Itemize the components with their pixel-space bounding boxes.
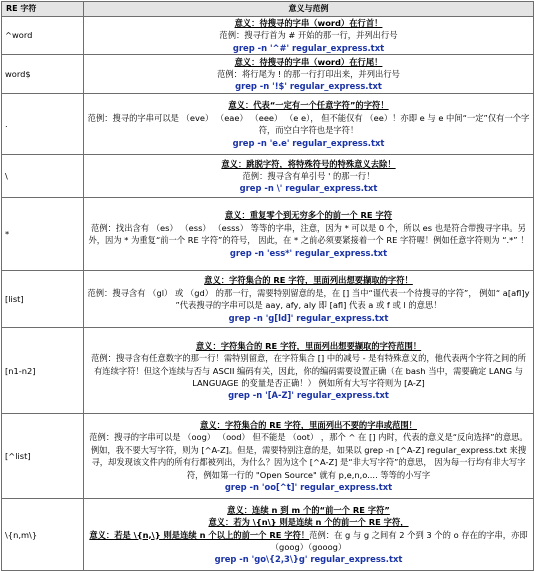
example-text: 范例：搜寻含有任意数字的那一行！需特别留意，在字符集合 [] 中的减号 - 是有特殊意义的，他代表两个字符之间的所有连续字符！但这个连续与否与 ASCII 编码有关，因此，你的编码需要设置正确（在 bash 当中，需要确定 LANG 与 LANGUAGE 的变量是否正确！） 例如所有大写字符则为 [A-Z] — [91, 353, 526, 388]
command-text: grep -n 'go\{2,3\}g' regular_express.txt — [214, 554, 403, 565]
meaning-text: 意义：字符集合的 RE 字符，里面列出不要的字串或范围！ — [200, 420, 417, 430]
example-text: 范例：搜寻含有 （gl） 或 （gd） 的那一行，需要特别留意的是，在 [] 当中“谨代表一个待搜寻的字符”， 例如“ a[afl]y ”代表搜寻的字串可以是 aay, afy, aly 即 [afl] 代表 a 或 f 或 l 的意思！ — [87, 287, 530, 311]
meaning-text: 意义：重复零个到无穷多个的前一个 RE 字符 — [224, 210, 393, 221]
description-cell — [84, 328, 534, 414]
command-text: grep -n 'oo[^t]' regular_express.txt — [224, 482, 393, 493]
command-text: grep -n '^#' regular_express.txt — [232, 42, 385, 53]
re-symbol: \ — [2, 155, 84, 198]
description-cell — [84, 198, 534, 271]
table-header-row — [2, 2, 534, 17]
regex-reference-table — [1, 1, 534, 571]
table-row — [2, 155, 534, 198]
meaning-text: 意义：待搜寻的字串（word）在行首！ — [234, 18, 383, 28]
meaning-text: 意义：代表“一定有一个任意字符”的字符！ — [228, 100, 389, 111]
meaning-text: 意义：连续 n 到 m 个的“前一个 RE 字符” — [227, 504, 390, 515]
example-text: 范例：搜寻的字串可以是 （eve） （eae） （eee） （e e）， 但不能仅有 （ee）！亦即 e 与 e 中间“一定”仅有一个字符，而空白字符也是字符！ — [87, 112, 530, 136]
re-symbol: . — [2, 94, 84, 155]
header-meaning-example: 意义与范例 — [84, 2, 534, 17]
table-row — [2, 94, 534, 155]
re-symbol: word$ — [2, 55, 84, 94]
table-row — [2, 55, 534, 94]
re-symbol: \{n,m\} — [2, 499, 84, 571]
meaning-text: 意义：字符集合的 RE 字符，里面列出想要撷取的字符范围！ — [195, 340, 422, 351]
command-text: grep -n 'e.e' regular_express.txt — [232, 137, 385, 148]
description-cell — [84, 155, 534, 198]
re-symbol: [n1-n2] — [2, 328, 84, 414]
example-text: 范例：在 g 与 g 之间有 2 个到 3 个的 o 存在的字串，亦即 （goog）（gooog） — [270, 529, 528, 552]
meaning-text: 意义：跳脱字符，将特殊符号的特殊意义去除！ — [221, 158, 396, 169]
meaning-text: 意义：待搜寻的字串（word）在行尾！ — [234, 56, 383, 67]
example-text: 范例：搜寻的字串可以是 （oog） （ood） 但不能是 （oot） ，那个 ^ 在 [] 内时，代表的意义是“反向选择”的意思。 例如，我不要大写字符，则为 [^A-Z]。但是，需要特别注意的是，如果以 grep -n [^A-Z] regular_express.txt 来搜寻，却发现该文件内的所有行都被列出，为什么？因为这个 [^A-Z] 是“非大写字符”的意思， 因为每一行均有非大写字符，例如第一行的 "Open Source" 就有 p,e,n,o.... 等等的小写字 — [89, 432, 528, 480]
meaning-text-2: 意义：若为 \{n\} 则是连续 n 个的前一个 RE 字符， — [208, 517, 409, 528]
example-text: 范例：搜寻含有单引号 ' 的那一行！ — [242, 171, 375, 182]
example-text: 范例：搜寻行首为 # 开始的那一行，并列出行号 — [219, 30, 398, 41]
table-row — [2, 414, 534, 499]
example-text: 范例：将行尾为 ! 的那一行打印出来，并列出行号 — [217, 69, 400, 80]
re-symbol: [list] — [2, 271, 84, 328]
re-symbol: ^word — [2, 17, 84, 55]
re-symbol: * — [2, 198, 84, 271]
table-row — [2, 198, 534, 271]
table-row — [2, 271, 534, 328]
table-row — [2, 499, 534, 571]
command-text: grep -n '[A-Z]' regular_express.txt — [228, 390, 389, 401]
description-cell — [84, 94, 534, 155]
command-text: grep -n \' regular_express.txt — [239, 183, 378, 194]
description-cell — [84, 499, 534, 571]
re-symbol: [^list] — [2, 414, 84, 499]
description-cell — [84, 414, 534, 499]
command-text: grep -n 'ess*' regular_express.txt — [229, 247, 388, 258]
example-text: 范例：找出含有 （es） （ess） （esss） 等等的字串，注意，因为 * 可以是 0 个，所以 es 也是符合带搜寻字串。另外，因为 * 为重复“前一个 RE 字符”的符号， 因此，在 * 之前必须要紧接着一个 RE 字符喔！例如任意字符则为 “.*” ！ — [88, 222, 529, 246]
description-cell — [84, 55, 534, 94]
command-text: grep -n 'g[ld]' regular_express.txt — [228, 312, 389, 323]
description-cell — [84, 271, 534, 328]
description-cell — [84, 17, 534, 55]
meaning-text-3: 意义：若是 \{n,\} 则是连续 n 个以上的前一个 RE 字符！ — [89, 529, 310, 540]
meaning-text: 意义：字符集合的 RE 字符，里面列出想要撷取的字符！ — [204, 275, 413, 286]
command-text: grep -n '!$' regular_express.txt — [235, 81, 382, 92]
header-re-char: RE 字符 — [2, 2, 84, 17]
table-row — [2, 17, 534, 55]
table-row — [2, 328, 534, 414]
